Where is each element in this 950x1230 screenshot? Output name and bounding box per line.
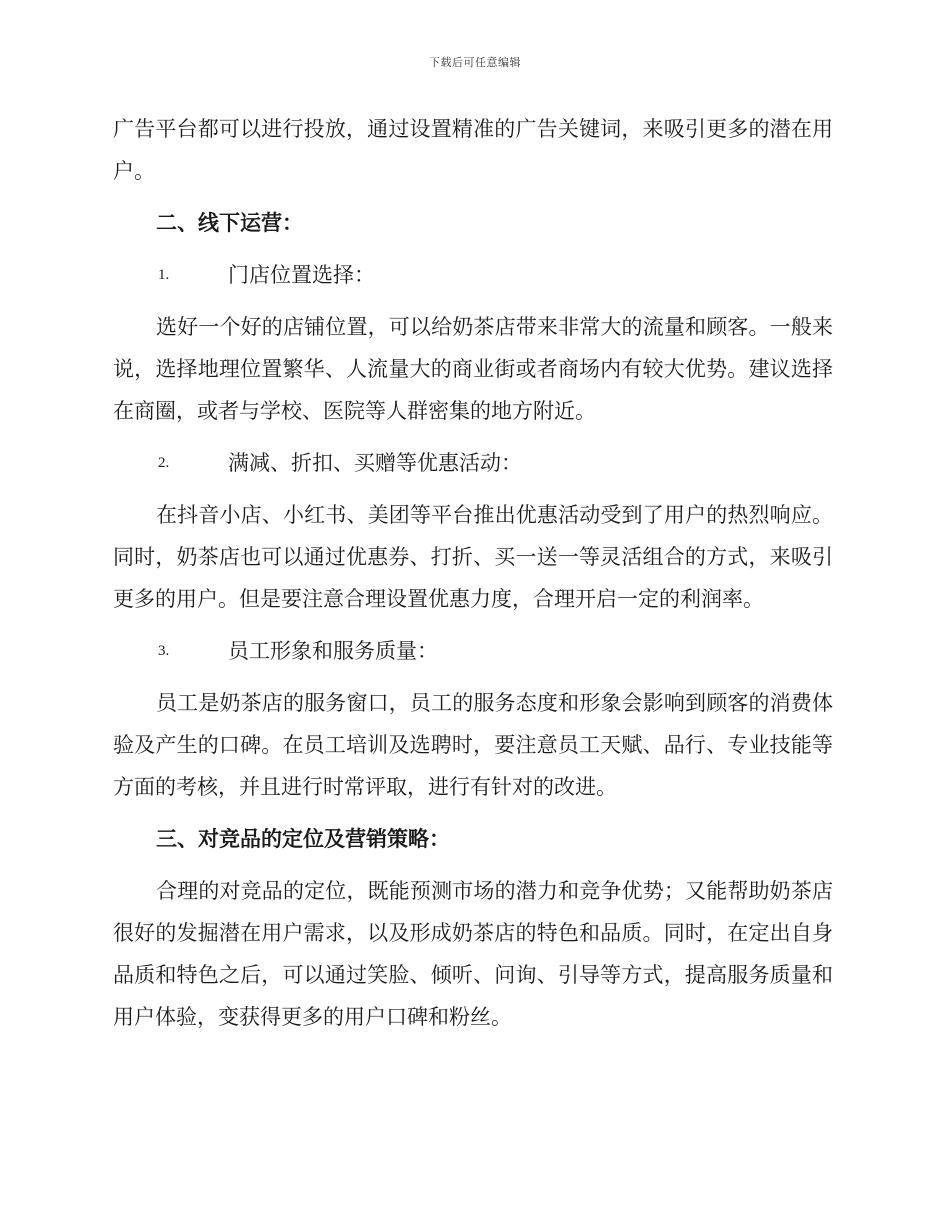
heading-competitor-positioning: 三、对竞品的定位及营销策略： <box>156 826 450 851</box>
list-number: 2. <box>158 455 170 471</box>
list-item-title: 员工形象和服务质量： <box>228 639 438 663</box>
list-item-title: 满减、折扣、买赠等优惠活动： <box>228 451 522 475</box>
list-item-staff-service <box>113 630 833 672</box>
paragraph-store-location: 选好一个好的店铺位置，可以给奶茶店带来非常大的流量和顾客。一般来说，选择地理位置繁华、人流量大的商业街或者商场内有较大优势。建议选择在商圈，或者与学校、医院等人群密集的地方附近。 <box>113 315 833 423</box>
document-body <box>113 108 833 1048</box>
list-item-title: 门店位置选择： <box>228 263 375 287</box>
heading-offline-operations: 二、线下运营： <box>156 210 303 235</box>
paragraph-staff-service: 员工是奶茶店的服务窗口，员工的服务态度和形象会影响到顾客的消费体验及产生的口碑。在员工培训及选聘时，要注意员工天赋、品行、专业技能等方面的考核，并且进行时常评取，进行有针对的改进。 <box>113 691 833 799</box>
list-number: 1. <box>158 267 170 283</box>
paragraph-competitor-positioning: 合理的对竞品的定位，既能预测市场的潜力和竞争优势；又能帮助奶茶店很好的发掘潜在用户需求，以及形成奶茶店的特色和品质。同时，在定出自身品质和特色之后，可以通过笑脸、倾听、问询、引导等方式，提高服务质量和用户体验，变获得更多的用户口碑和粉丝。 <box>113 879 833 1029</box>
list-number: 3. <box>158 643 170 659</box>
header-note: 下载后可任意编辑 <box>429 56 521 69</box>
list-item-promotions <box>113 442 833 484</box>
list-item-store-location <box>113 254 833 296</box>
paragraph-promotions: 在抖音小店、小红书、美团等平台推出优惠活动受到了用户的热烈响应。同时，奶茶店也可以通过优惠券、打折、买一送一等灵活组合的方式，来吸引更多的用户。但是要注意合理设置优惠力度，合理开启一定的利润率。 <box>113 503 833 611</box>
paragraph-ad-platforms: 广告平台都可以进行投放，通过设置精准的广告关键词，来吸引更多的潜在用户。 <box>113 117 833 183</box>
